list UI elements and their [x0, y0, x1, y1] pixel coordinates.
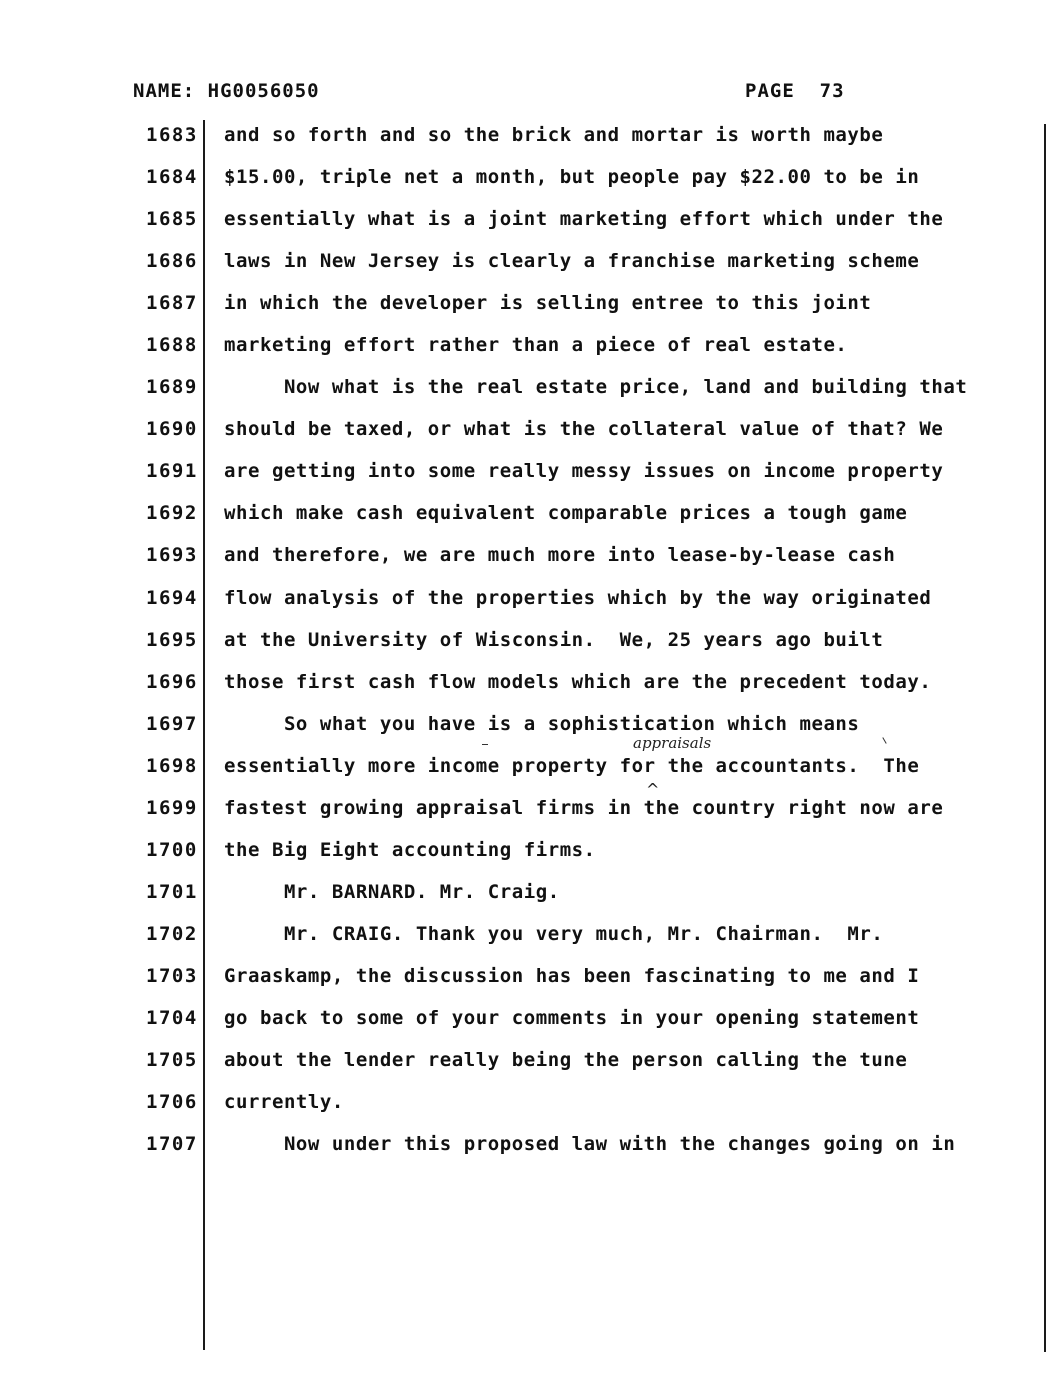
line-number: 1689	[146, 376, 198, 399]
line-number: 1693	[146, 544, 198, 567]
transcript-line	[0, 745, 1062, 787]
line-number: 1704	[146, 1006, 198, 1029]
transcript-line	[0, 829, 1062, 871]
line-number: 1691	[146, 460, 198, 483]
line-text: currently.	[224, 1091, 344, 1114]
transcript-line	[0, 198, 1062, 240]
document-name-label: NAME: HG0056050	[133, 80, 320, 102]
line-number: 1699	[146, 796, 198, 819]
line-number: 1690	[146, 418, 198, 441]
line-number: 1700	[146, 838, 198, 861]
line-text: Graaskamp, the discussion has been fascinating to me and I	[224, 964, 920, 987]
transcript-line	[0, 871, 1062, 913]
line-number: 1694	[146, 586, 198, 609]
page-number-label: PAGE 73	[745, 80, 845, 102]
line-number: 1697	[146, 712, 198, 735]
line-text: and therefore, we are much more into lease-by-lease cash	[224, 544, 896, 567]
line-text: fastest growing appraisal firms in the country right now are	[224, 796, 944, 819]
line-text: and so forth and so the brick and mortar is worth maybe	[224, 124, 884, 146]
line-number: 1705	[146, 1049, 198, 1072]
line-number: 1683	[146, 124, 198, 146]
line-text: Mr. CRAIG. Thank you very much, Mr. Chairman. Mr.	[224, 922, 884, 945]
line-number: 1687	[146, 292, 198, 315]
line-number: 1701	[146, 880, 198, 903]
insertion-caret: ^	[646, 780, 660, 799]
line-number: 1685	[146, 208, 198, 231]
line-number: 1696	[146, 670, 198, 693]
line-number: 1692	[146, 502, 198, 525]
line-number: 1702	[146, 922, 198, 945]
line-text: are getting into some really messy issues on income property	[224, 460, 944, 483]
line-number: 1688	[146, 334, 198, 357]
transcript-line	[0, 787, 1062, 829]
line-text: which make cash equivalent comparable prices a tough game	[224, 502, 908, 525]
line-text: laws in New Jersey is clearly a franchise marketing scheme	[224, 250, 920, 273]
transcript-line	[0, 324, 1062, 366]
transcript-line	[0, 703, 1062, 745]
transcript-line	[0, 619, 1062, 661]
transcript-line	[0, 492, 1062, 534]
line-number: 1707	[146, 1133, 198, 1156]
transcript-line	[0, 156, 1062, 198]
line-text: marketing effort rather than a piece of real estate.	[224, 334, 848, 357]
transcript-line	[0, 408, 1062, 450]
transcript-line	[0, 661, 1062, 703]
line-text: about the lender really being the person calling the tune	[224, 1049, 908, 1072]
transcript-line	[0, 955, 1062, 997]
transcript-line	[0, 450, 1062, 492]
line-number: 1706	[146, 1091, 198, 1114]
transcript-line	[0, 1081, 1062, 1123]
transcript-line	[0, 114, 1062, 156]
line-text: go back to some of your comments in your opening statement	[224, 1006, 920, 1029]
line-text: in which the developer is selling entree to this joint	[224, 292, 872, 315]
line-text: $15.00, triple net a month, but people pay $22.00 to be in	[224, 166, 920, 189]
line-number: 1684	[146, 166, 198, 189]
line-text: Now under this proposed law with the changes going on in	[224, 1133, 956, 1156]
transcript-line	[0, 366, 1062, 408]
line-text: Now what is the real estate price, land and building that	[224, 376, 968, 399]
transcript-line	[0, 577, 1062, 619]
line-text: flow analysis of the properties which by the way originated	[224, 586, 932, 609]
transcript-line	[0, 997, 1062, 1039]
handwritten-insertion: appraisals	[633, 734, 712, 752]
line-number: 1703	[146, 964, 198, 987]
transcript-line	[0, 1123, 1062, 1165]
line-text: should be taxed, or what is the collateral value of that? We	[224, 418, 944, 441]
transcript-line	[0, 534, 1062, 576]
transcript-lines	[0, 114, 1062, 1165]
line-text: So what you have is a sophistication which means	[224, 712, 860, 735]
line-number: 1686	[146, 250, 198, 273]
line-text: essentially what is a joint marketing effort which under the	[224, 208, 944, 231]
line-text: the Big Eight accounting firms.	[224, 838, 596, 861]
transcript-line	[0, 240, 1062, 282]
pen-mark	[482, 744, 488, 745]
line-number: 1695	[146, 628, 198, 651]
transcript-line	[0, 1039, 1062, 1081]
transcript-line	[0, 282, 1062, 324]
line-number: 1698	[146, 754, 198, 777]
transcript-line	[0, 913, 1062, 955]
line-text: essentially more income property for the accountants. The	[224, 754, 920, 777]
line-text: those first cash flow models which are the precedent today.	[224, 670, 932, 693]
line-text: Mr. BARNARD. Mr. Craig.	[224, 880, 560, 903]
line-text: at the University of Wisconsin. We, 25 years ago built	[224, 628, 884, 651]
